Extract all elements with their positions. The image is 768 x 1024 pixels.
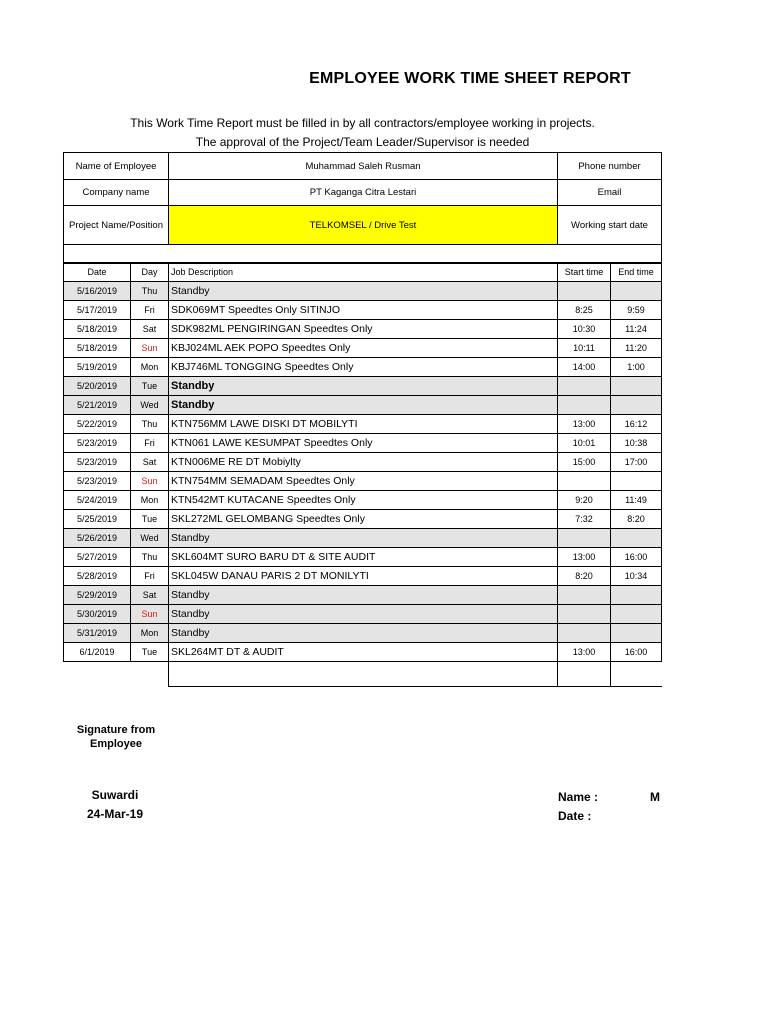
start-time-cell: 10:11 xyxy=(558,339,611,358)
blank-cell xyxy=(64,662,131,687)
end-time-cell: 17:00 xyxy=(611,453,662,472)
blank-cell xyxy=(611,662,662,687)
table-row xyxy=(64,472,662,491)
job-description-cell: KBJ024ML AEK POPO Speedtes Only xyxy=(169,339,558,358)
end-time-cell: 11:24 xyxy=(611,320,662,339)
end-time-cell xyxy=(611,529,662,548)
date-cell: 5/19/2019 xyxy=(64,358,131,377)
day-cell: Mon xyxy=(131,624,169,643)
day-cell: Thu xyxy=(131,415,169,434)
column-header-date: Date xyxy=(64,263,131,282)
end-time-cell xyxy=(611,377,662,396)
job-description-cell: Standby xyxy=(169,529,558,548)
start-time-cell: 7:32 xyxy=(558,510,611,529)
end-time-cell: 1:00 xyxy=(611,358,662,377)
project-label: Project Name/Position xyxy=(64,206,169,245)
instruction-text: This Work Time Report must be filled in by all contractors/employee working in projects. xyxy=(130,116,595,130)
company-name-value: PT Kaganga Citra Lestari xyxy=(169,180,558,206)
job-description-cell: SDK982ML PENGIRINGAN Speedtes Only xyxy=(169,320,558,339)
job-description-cell: SKL272ML GELOMBANG Speedtes Only xyxy=(169,510,558,529)
end-time-cell: 16:12 xyxy=(611,415,662,434)
day-cell: Wed xyxy=(131,529,169,548)
start-time-cell xyxy=(558,586,611,605)
end-time-cell: 11:20 xyxy=(611,339,662,358)
day-cell: Thu xyxy=(131,282,169,301)
table-row xyxy=(64,453,662,472)
start-time-cell: 8:20 xyxy=(558,567,611,586)
column-header-day: Day xyxy=(131,263,169,282)
day-cell: Wed xyxy=(131,396,169,415)
job-description-cell: KTN006ME RE DT Mobiylty xyxy=(169,453,558,472)
day-cell: Sat xyxy=(131,453,169,472)
date-cell: 5/26/2019 xyxy=(64,529,131,548)
end-time-cell xyxy=(611,605,662,624)
table-row xyxy=(64,415,662,434)
table-row xyxy=(64,396,662,415)
job-description-cell: SKL045W DANAU PARIS 2 DT MONILYTI xyxy=(169,567,558,586)
email-label: Email xyxy=(558,180,662,206)
start-time-cell: 10:01 xyxy=(558,434,611,453)
day-cell: Fri xyxy=(131,434,169,453)
table-row xyxy=(64,605,662,624)
job-description-cell: SKL604MT SURO BARU DT & SITE AUDIT xyxy=(169,548,558,567)
date-cell: 5/18/2019 xyxy=(64,320,131,339)
job-description-cell: KTN061 LAWE KESUMPAT Speedtes Only xyxy=(169,434,558,453)
job-description-cell: Standby xyxy=(169,605,558,624)
job-description-cell: Standby xyxy=(169,282,558,301)
end-time-cell: 9:59 xyxy=(611,301,662,320)
end-time-cell: 10:34 xyxy=(611,567,662,586)
job-description-cell: KTN542MT KUTACANE Speedtes Only xyxy=(169,491,558,510)
date-cell: 5/27/2019 xyxy=(64,548,131,567)
column-header-job-description: Job Description xyxy=(169,263,558,282)
day-cell: Sun xyxy=(131,472,169,491)
start-time-cell xyxy=(558,396,611,415)
work-log-header-row xyxy=(64,263,662,282)
day-cell: Fri xyxy=(131,301,169,320)
working-start-date-label: Working start date xyxy=(558,206,662,245)
end-time-cell: 11:49 xyxy=(611,491,662,510)
start-time-cell: 13:00 xyxy=(558,548,611,567)
table-row xyxy=(64,586,662,605)
job-description-cell: KTN754MM SEMADAM Speedtes Only xyxy=(169,472,558,491)
approval-note: The approval of the Project/Team Leader/Supervisor is needed xyxy=(195,135,530,149)
phone-number-label: Phone number xyxy=(558,153,662,180)
report-title: EMPLOYEE WORK TIME SHEET REPORT xyxy=(309,70,631,87)
table-row xyxy=(64,377,662,396)
table-row xyxy=(64,624,662,643)
end-time-cell xyxy=(611,282,662,301)
table-row xyxy=(64,358,662,377)
date-cell: 5/23/2019 xyxy=(64,453,131,472)
table-row xyxy=(64,434,662,453)
job-description-cell: KBJ746ML TONGGING Speedtes Only xyxy=(169,358,558,377)
date-cell: 5/23/2019 xyxy=(64,434,131,453)
start-time-cell xyxy=(558,605,611,624)
table-row xyxy=(64,548,662,567)
date-cell: 5/29/2019 xyxy=(64,586,131,605)
table-row xyxy=(64,320,662,339)
column-header-end-time: End time xyxy=(611,263,662,282)
date-cell: 5/20/2019 xyxy=(64,377,131,396)
day-cell: Fri xyxy=(131,567,169,586)
table-row xyxy=(64,301,662,320)
spacer-row xyxy=(64,245,662,264)
date-cell: 5/25/2019 xyxy=(64,510,131,529)
blank-cell xyxy=(131,662,169,687)
job-description-cell: Standby xyxy=(169,624,558,643)
day-cell: Sat xyxy=(131,586,169,605)
table-row xyxy=(64,491,662,510)
date-cell: 5/17/2019 xyxy=(64,301,131,320)
day-cell: Sun xyxy=(131,339,169,358)
job-description-cell: Standby xyxy=(169,396,558,415)
end-time-cell: 8:20 xyxy=(611,510,662,529)
table-row xyxy=(64,510,662,529)
date-cell: 5/23/2019 xyxy=(64,472,131,491)
employee-name-label: Name of Employee xyxy=(64,153,169,180)
day-cell: Sat xyxy=(131,320,169,339)
start-time-cell: 10:30 xyxy=(558,320,611,339)
signature-date: 24-Mar-19 xyxy=(86,807,144,821)
end-time-cell xyxy=(611,624,662,643)
table-row xyxy=(64,339,662,358)
start-time-cell: 13:00 xyxy=(558,415,611,434)
start-time-cell xyxy=(558,282,611,301)
end-time-cell xyxy=(611,586,662,605)
start-time-cell: 9:20 xyxy=(558,491,611,510)
approver-name-value: M xyxy=(650,790,660,804)
date-cell: 5/30/2019 xyxy=(64,605,131,624)
start-time-cell: 15:00 xyxy=(558,453,611,472)
date-cell: 5/21/2019 xyxy=(64,396,131,415)
date-cell: 5/31/2019 xyxy=(64,624,131,643)
end-time-cell xyxy=(611,396,662,415)
start-time-cell xyxy=(558,377,611,396)
start-time-cell: 13:00 xyxy=(558,643,611,662)
end-time-cell: 16:00 xyxy=(611,548,662,567)
blank-cell xyxy=(558,662,611,687)
job-description-cell: Standby xyxy=(169,377,558,396)
end-time-cell: 16:00 xyxy=(611,643,662,662)
table-row xyxy=(64,643,662,662)
day-cell: Thu xyxy=(131,548,169,567)
date-cell: 5/18/2019 xyxy=(64,339,131,358)
job-description-cell: KTN756MM LAWE DISKI DT MOBILYTI xyxy=(169,415,558,434)
date-cell: 5/22/2019 xyxy=(64,415,131,434)
table-row xyxy=(64,282,662,301)
date-cell: 5/24/2019 xyxy=(64,491,131,510)
blank-row xyxy=(64,662,662,687)
day-cell: Tue xyxy=(131,510,169,529)
job-description-cell: SDK069MT Speedtes Only SITINJO xyxy=(169,301,558,320)
date-cell: 5/28/2019 xyxy=(64,567,131,586)
start-time-cell xyxy=(558,472,611,491)
approver-date-label: Date : xyxy=(558,809,592,823)
start-time-cell xyxy=(558,529,611,548)
end-time-cell: 10:38 xyxy=(611,434,662,453)
company-name-label: Company name xyxy=(64,180,169,206)
project-value: TELKOMSEL / Drive Test xyxy=(169,206,558,245)
employee-info-table xyxy=(63,152,662,264)
column-header-start-time: Start time xyxy=(558,263,611,282)
employee-signature-label: Signature from Employee xyxy=(76,724,156,750)
day-cell: Mon xyxy=(131,358,169,377)
work-log-table xyxy=(63,262,662,687)
job-description-cell: Standby xyxy=(169,586,558,605)
start-time-cell: 14:00 xyxy=(558,358,611,377)
day-cell: Tue xyxy=(131,643,169,662)
day-cell: Mon xyxy=(131,491,169,510)
end-time-cell xyxy=(611,472,662,491)
date-cell: 6/1/2019 xyxy=(64,643,131,662)
signer-name: Suwardi xyxy=(91,788,139,802)
job-description-cell: SKL264MT DT & AUDIT xyxy=(169,643,558,662)
table-row xyxy=(64,567,662,586)
date-cell: 5/16/2019 xyxy=(64,282,131,301)
day-cell: Tue xyxy=(131,377,169,396)
approver-name-label: Name : xyxy=(558,790,599,804)
day-cell: Sun xyxy=(131,605,169,624)
employee-name-value: Muhammad Saleh Rusman xyxy=(169,153,558,180)
blank-cell xyxy=(169,662,558,687)
start-time-cell xyxy=(558,624,611,643)
start-time-cell: 8:25 xyxy=(558,301,611,320)
table-row xyxy=(64,529,662,548)
